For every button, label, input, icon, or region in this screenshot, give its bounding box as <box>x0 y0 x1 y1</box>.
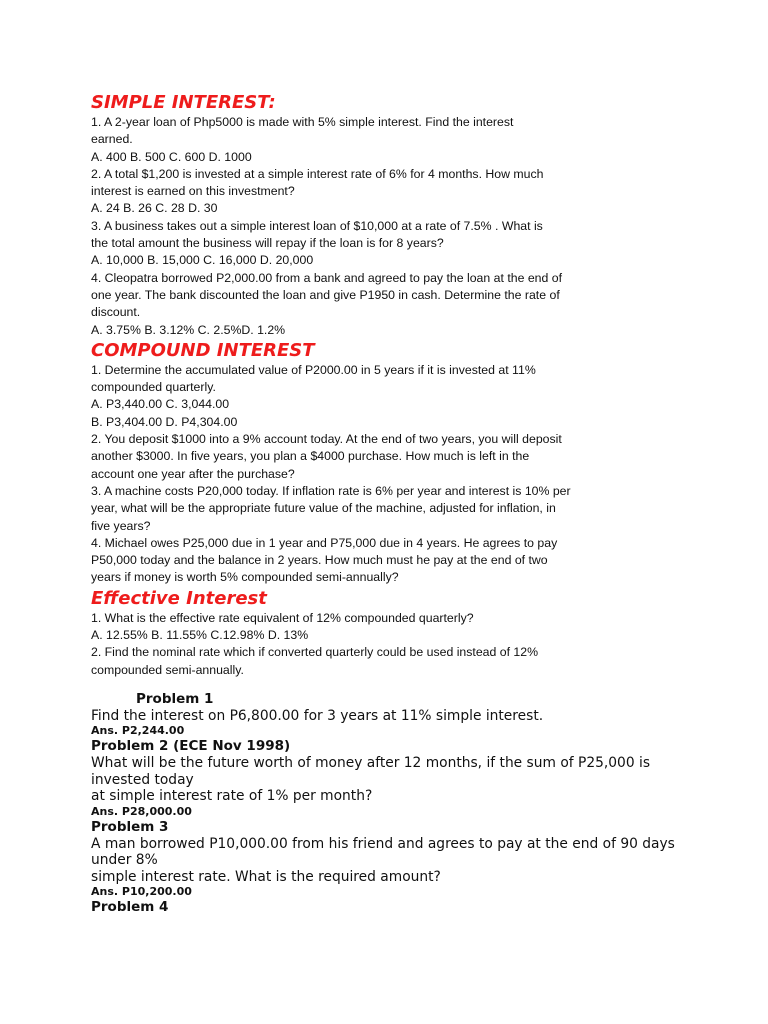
text-line: 3. A machine costs P20,000 today. If inflation rate is 6% per year and interest is 10% per <box>91 483 571 498</box>
section-simple-interest <box>91 92 691 339</box>
text-line: A. 24 B. 26 C. 28 D. 30 <box>91 201 218 216</box>
problem-text: Find the interest on P6,800.00 for 3 years at 11% simple interest. <box>91 707 544 724</box>
text-line: 2. Find the nominal rate which if converted quarterly could be used instead of 12% <box>91 645 539 660</box>
section-effective-interest <box>91 588 691 679</box>
text-line: compounded quarterly. <box>91 380 216 395</box>
problem-answer: Ans. P2,244.00 <box>91 724 185 738</box>
problem-answer: Ans. P10,200.00 <box>91 885 192 899</box>
problem-title: Problem 4 <box>91 899 169 916</box>
problem-item <box>91 819 691 900</box>
text-line: the total amount the business will repay if the loan is for 8 years? <box>91 236 444 251</box>
text-line: account one year after the purchase? <box>91 466 295 481</box>
problem-item <box>91 738 691 819</box>
document-page <box>91 92 691 916</box>
text-line: 1. What is the effective rate equivalent of 12% compounded quarterly? <box>91 610 474 625</box>
text-line: P50,000 today and the balance in 2 years. How much must he pay at the end of two <box>91 553 548 568</box>
text-line: compounded semi-annually. <box>91 662 244 677</box>
text-line: 3. A business takes out a simple interest loan of $10,000 at a rate of 7.5% . What is <box>91 218 543 233</box>
problem-text: simple interest rate. What is the required amount? <box>91 868 441 885</box>
problem-text: What will be the future worth of money after 12 months, if the sum of P25,000 is <box>91 755 651 772</box>
problem-title: Problem 1 <box>136 690 214 707</box>
text-line: years if money is worth 5% compounded semi-annually? <box>91 570 399 585</box>
text-line: 1. A 2-year loan of Php5000 is made with 5% simple interest. Find the interest <box>91 115 514 129</box>
text-line: A. 10,000 B. 15,000 C. 16,000 D. 20,000 <box>91 253 314 268</box>
problem-text: under 8% <box>91 852 158 869</box>
text-line: year, what will be the appropriate future value of the machine, adjusted for inflation, in <box>91 501 556 516</box>
text-line: 1. Determine the accumulated value of P2000.00 in 5 years if it is invested at 11% <box>91 362 536 377</box>
text-line: another $3000. In five years, you plan a $4000 purchase. How much is left in the <box>91 449 530 464</box>
problem-title: Problem 3 <box>91 818 169 835</box>
text-line: 4. Michael owes P25,000 due in 1 year and P75,000 due in 4 years. He agrees to pay <box>91 535 558 550</box>
text-line: A. P3,440.00 C. 3,044.00 <box>91 397 230 412</box>
text-line: earned. <box>91 132 133 147</box>
problem-title: Problem 2 (ECE Nov 1998) <box>91 738 291 755</box>
text-line: one year. The bank discounted the loan and give P1950 in cash. Determine the rate of <box>91 287 560 302</box>
text-line: interest is earned on this investment? <box>91 184 295 199</box>
text-line: A. 3.75% B. 3.12% C. 2.5%D. 1.2% <box>91 322 286 337</box>
problem-list <box>91 691 691 917</box>
section-compound-interest <box>91 340 691 587</box>
problem-text: invested today <box>91 771 194 788</box>
section-heading: COMPOUND INTEREST <box>91 339 315 361</box>
problem-item <box>91 899 691 916</box>
text-line: A. 400 B. 500 C. 600 D. 1000 <box>91 149 252 164</box>
problem-text: at simple interest rate of 1% per month? <box>91 788 373 805</box>
problem-answer: Ans. P28,000.00 <box>91 804 192 818</box>
text-line: discount. <box>91 305 141 320</box>
text-line: 2. You deposit $1000 into a 9% account today. At the end of two years, you will deposit <box>91 432 562 447</box>
text-line: 4. Cleopatra borrowed P2,000.00 from a bank and agreed to pay the loan at the end of <box>91 270 563 285</box>
text-line: five years? <box>91 518 151 533</box>
section-heading: SIMPLE INTEREST: <box>91 92 276 113</box>
problem-text: A man borrowed P10,000.00 from his friend and agrees to pay at the end of 90 days <box>91 835 675 852</box>
text-line: 2. A total $1,200 is invested at a simple interest rate of 6% for 4 months. How much <box>91 166 544 181</box>
section-heading: Effective Interest <box>91 587 267 609</box>
text-line: A. 12.55% B. 11.55% C.12.98% D. 13% <box>91 628 309 643</box>
problem-item <box>91 691 691 739</box>
text-line: B. P3,404.00 D. P4,304.00 <box>91 414 238 429</box>
